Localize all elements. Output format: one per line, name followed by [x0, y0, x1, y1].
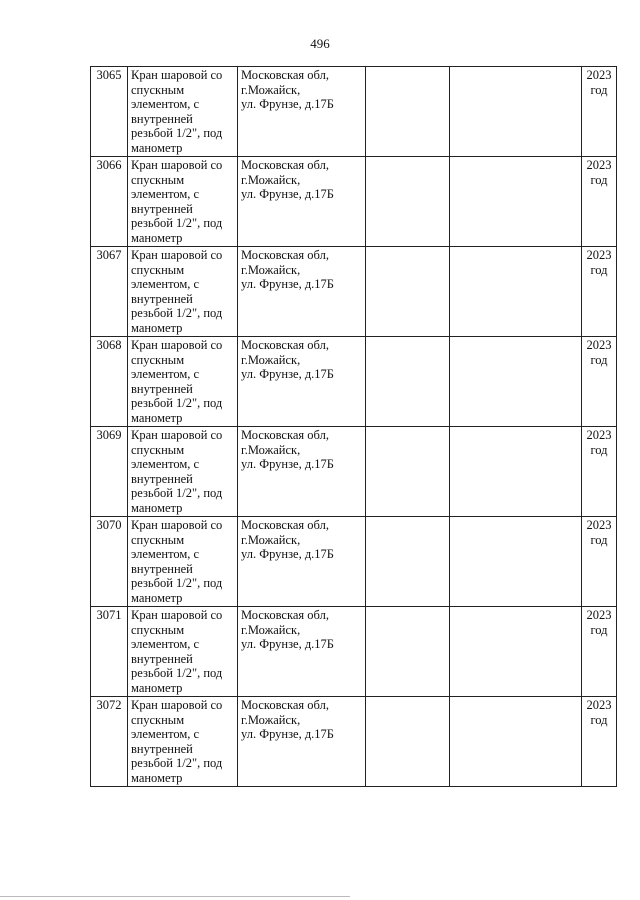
item-name-line: резьбой 1/2", под: [131, 576, 223, 590]
item-address-line: г.Можайск,: [241, 532, 301, 547]
item-address-line: Московская обл,: [241, 428, 329, 442]
item-address-line: Московская обл,: [241, 68, 329, 82]
item-address-line: г.Можайск,: [241, 82, 301, 97]
item-year-line: 2023: [586, 428, 612, 442]
item-address-line: г.Можайск,: [241, 712, 301, 727]
empty-cell-5: [450, 697, 582, 787]
item-year-line: год: [590, 172, 608, 187]
item-address-line: Московская обл,: [241, 518, 329, 532]
item-name: [128, 607, 238, 697]
item-name: [128, 67, 238, 157]
item-address-line: Московская обл,: [241, 248, 329, 262]
item-name-line: внутренней: [131, 291, 193, 306]
item-name-line: спускным: [131, 442, 185, 457]
item-name-line: манометр: [131, 140, 183, 155]
item-name-line: спускным: [131, 172, 185, 187]
item-address-line: ул. Фрунзе, д.17Б: [241, 277, 334, 291]
item-year-line: 2023: [586, 338, 612, 352]
row-number: 3065: [91, 67, 128, 157]
empty-cell-5: [450, 157, 582, 247]
item-name: [128, 697, 238, 787]
item-address: [238, 427, 366, 517]
item-address-line: ул. Фрунзе, д.17Б: [241, 187, 334, 201]
item-address: [238, 337, 366, 427]
item-address-line: г.Можайск,: [241, 262, 301, 277]
item-address-line: г.Можайск,: [241, 352, 301, 367]
item-name: [128, 247, 238, 337]
item-year: [582, 517, 617, 607]
item-name-line: манометр: [131, 320, 183, 335]
item-name-line: резьбой 1/2", под: [131, 396, 223, 410]
item-year: [582, 697, 617, 787]
item-year: [582, 157, 617, 247]
empty-cell-4: [366, 607, 450, 697]
item-address-line: ул. Фрунзе, д.17Б: [241, 547, 334, 561]
registry-table: [90, 66, 617, 787]
row-number: 3071: [91, 607, 128, 697]
item-address: [238, 157, 366, 247]
item-name-line: внутренней: [131, 651, 193, 666]
page-number: 496: [310, 36, 330, 51]
item-year-line: год: [590, 442, 608, 457]
item-address: [238, 247, 366, 337]
item-name-line: элементом, с: [131, 727, 200, 741]
item-name-line: элементом, с: [131, 547, 200, 561]
item-name-line: элементом, с: [131, 637, 200, 651]
item-address-line: Московская обл,: [241, 698, 329, 712]
table-row: [91, 337, 617, 427]
item-address-line: г.Можайск,: [241, 622, 301, 637]
item-name-line: спускным: [131, 712, 185, 727]
item-year: [582, 247, 617, 337]
table-row: [91, 517, 617, 607]
item-name-line: спускным: [131, 82, 185, 97]
item-name-line: элементом, с: [131, 187, 200, 201]
item-name-line: резьбой 1/2", под: [131, 126, 223, 140]
item-address: [238, 517, 366, 607]
item-name-line: элементом, с: [131, 367, 200, 381]
item-name-line: элементом, с: [131, 457, 200, 471]
empty-cell-4: [366, 427, 450, 517]
item-year-line: 2023: [586, 518, 612, 532]
item-year-line: год: [590, 532, 608, 547]
item-address-line: ул. Фрунзе, д.17Б: [241, 367, 334, 381]
item-year: [582, 607, 617, 697]
table-row: [91, 697, 617, 787]
item-name: [128, 517, 238, 607]
empty-cell-4: [366, 337, 450, 427]
item-name-line: манометр: [131, 500, 183, 515]
empty-cell-5: [450, 247, 582, 337]
item-year-line: 2023: [586, 158, 612, 172]
item-name-line: спускным: [131, 622, 185, 637]
item-address-line: Московская обл,: [241, 608, 329, 622]
empty-cell-4: [366, 247, 450, 337]
row-number: 3072: [91, 697, 128, 787]
item-name-line: резьбой 1/2", под: [131, 756, 223, 770]
item-name-line: резьбой 1/2", под: [131, 216, 223, 230]
item-address-line: г.Можайск,: [241, 442, 301, 457]
item-year-line: 2023: [586, 68, 612, 82]
item-name-line: Кран шаровой со: [131, 608, 223, 622]
empty-cell-5: [450, 607, 582, 697]
item-address-line: ул. Фрунзе, д.17Б: [241, 457, 334, 471]
empty-cell-5: [450, 517, 582, 607]
item-name-line: спускным: [131, 532, 185, 547]
item-year: [582, 67, 617, 157]
item-name-line: Кран шаровой со: [131, 518, 223, 532]
table-row: [91, 67, 617, 157]
item-name-line: резьбой 1/2", под: [131, 486, 223, 500]
item-year: [582, 337, 617, 427]
item-address-line: ул. Фрунзе, д.17Б: [241, 727, 334, 741]
item-address-line: Московская обл,: [241, 338, 329, 352]
item-address-line: ул. Фрунзе, д.17Б: [241, 97, 334, 111]
item-year: [582, 427, 617, 517]
item-name-line: внутренней: [131, 111, 193, 126]
item-year-line: год: [590, 712, 608, 727]
item-name-line: внутренней: [131, 381, 193, 396]
row-number: 3068: [91, 337, 128, 427]
table-row: [91, 427, 617, 517]
item-name-line: манометр: [131, 770, 183, 785]
table-row: [91, 247, 617, 337]
item-name-line: манометр: [131, 680, 183, 695]
item-name: [128, 157, 238, 247]
item-name-line: внутренней: [131, 741, 193, 756]
item-name-line: спускным: [131, 262, 185, 277]
item-name-line: внутренней: [131, 201, 193, 216]
item-name-line: Кран шаровой со: [131, 338, 223, 352]
item-address-line: ул. Фрунзе, д.17Б: [241, 637, 334, 651]
row-number: 3070: [91, 517, 128, 607]
item-name-line: Кран шаровой со: [131, 158, 223, 172]
item-address: [238, 607, 366, 697]
item-year-line: год: [590, 622, 608, 637]
item-name-line: элементом, с: [131, 97, 200, 111]
item-name-line: резьбой 1/2", под: [131, 306, 223, 320]
item-address-line: Московская обл,: [241, 158, 329, 172]
item-year-line: 2023: [586, 248, 612, 262]
table-row: [91, 607, 617, 697]
row-number: 3067: [91, 247, 128, 337]
item-year-line: год: [590, 352, 608, 367]
item-year-line: 2023: [586, 698, 612, 712]
item-year-line: год: [590, 82, 608, 97]
row-number: 3066: [91, 157, 128, 247]
item-name-line: Кран шаровой со: [131, 248, 223, 262]
empty-cell-4: [366, 67, 450, 157]
empty-cell-5: [450, 67, 582, 157]
item-address-line: г.Можайск,: [241, 172, 301, 187]
item-name-line: спускным: [131, 352, 185, 367]
item-name-line: Кран шаровой со: [131, 68, 223, 82]
table-row: [91, 157, 617, 247]
item-name-line: Кран шаровой со: [131, 428, 223, 442]
empty-cell-4: [366, 517, 450, 607]
item-year-line: год: [590, 262, 608, 277]
item-address: [238, 697, 366, 787]
empty-cell-5: [450, 337, 582, 427]
empty-cell-5: [450, 427, 582, 517]
item-name: [128, 427, 238, 517]
footer-rule: [0, 896, 350, 897]
item-name-line: внутренней: [131, 471, 193, 486]
empty-cell-4: [366, 157, 450, 247]
item-name-line: манометр: [131, 230, 183, 245]
item-address: [238, 67, 366, 157]
item-year-line: 2023: [586, 608, 612, 622]
item-name-line: манометр: [131, 590, 183, 605]
row-number: 3069: [91, 427, 128, 517]
item-name-line: внутренней: [131, 561, 193, 576]
item-name-line: Кран шаровой со: [131, 698, 223, 712]
item-name-line: элементом, с: [131, 277, 200, 291]
empty-cell-4: [366, 697, 450, 787]
item-name: [128, 337, 238, 427]
item-name-line: манометр: [131, 410, 183, 425]
registry-body: [91, 67, 617, 787]
item-name-line: резьбой 1/2", под: [131, 666, 223, 680]
